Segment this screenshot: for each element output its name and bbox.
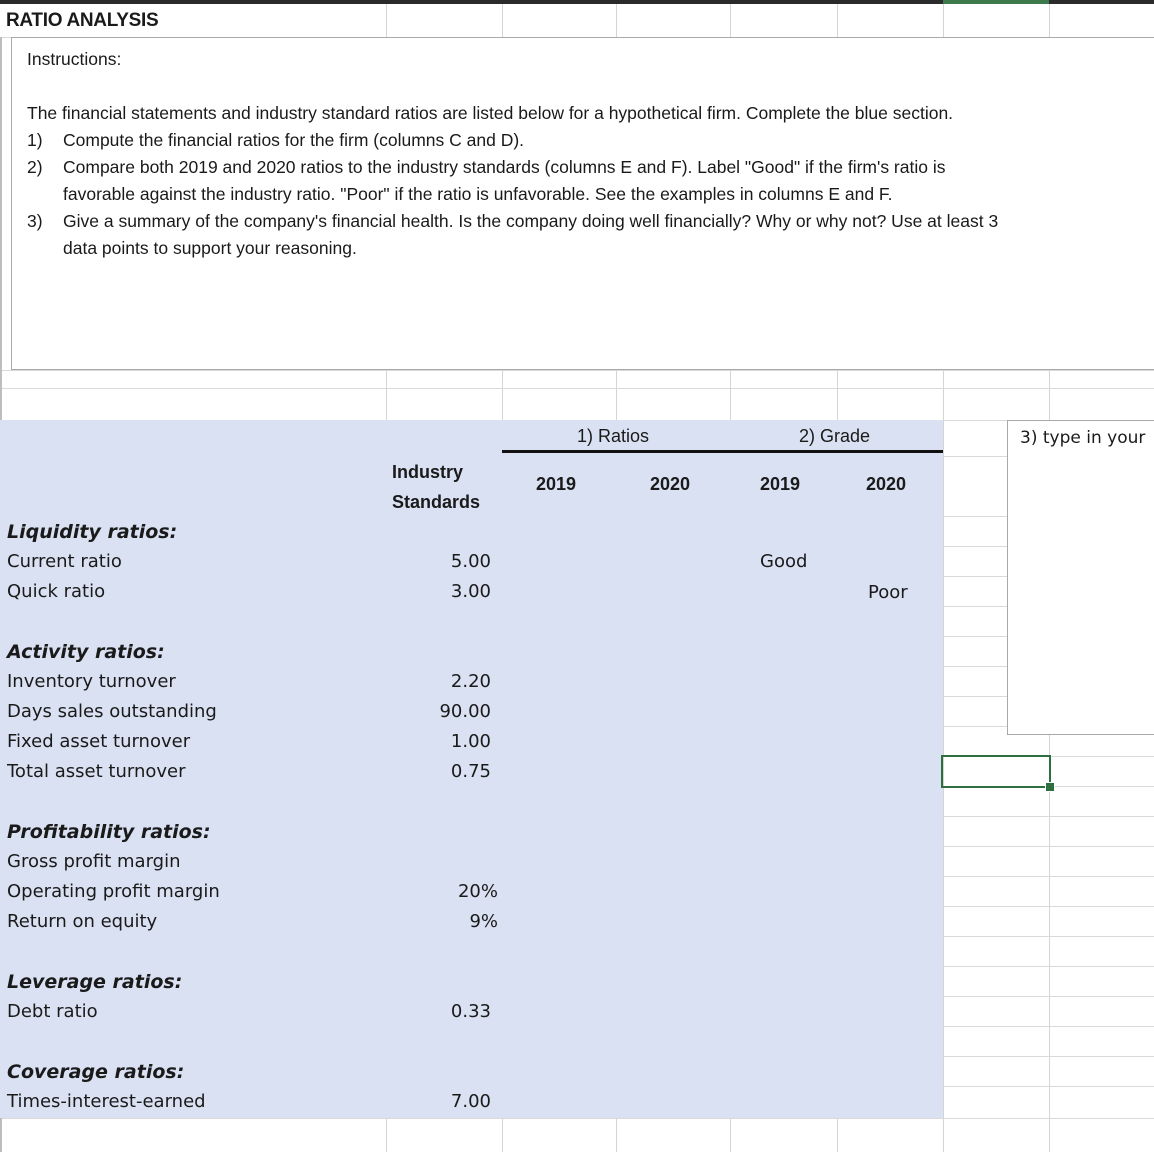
row-label-quick-ratio[interactable]: Quick ratio bbox=[7, 581, 106, 602]
grade-2020-quick-ratio[interactable]: Poor bbox=[868, 582, 908, 603]
step-text: Compare both 2019 and 2020 ratios to the industry standards (columns E and F). Label "Good" if the firm's ratio is bbox=[63, 157, 946, 177]
sheet-title[interactable]: RATIO ANALYSIS bbox=[6, 10, 159, 31]
industry-return-on-equity[interactable]: 9% bbox=[469, 911, 498, 932]
active-column-indicator bbox=[943, 0, 1049, 4]
industry-total-asset-turnover[interactable]: 0.75 bbox=[450, 761, 491, 782]
row-label-total-asset-turnover[interactable]: Total asset turnover bbox=[7, 761, 186, 782]
industry-header-line1: Industry bbox=[392, 462, 464, 482]
row-label-debt-ratio[interactable]: Debt ratio bbox=[7, 1001, 98, 1022]
row-label-return-on-equity[interactable]: Return on equity bbox=[7, 911, 158, 932]
row-label-days-sales-outstanding[interactable]: Days sales outstanding bbox=[7, 701, 217, 722]
ratios-2019-header: 2019 bbox=[536, 474, 577, 494]
header-underline bbox=[502, 450, 943, 453]
industry-operating-profit-margin[interactable]: 20% bbox=[457, 881, 498, 902]
ratios-2020-header: 2020 bbox=[650, 474, 691, 494]
step-text: Compute the financial ratios for the firm (columns C and D). bbox=[63, 130, 525, 150]
grid-row-line bbox=[0, 370, 1154, 371]
industry-current-ratio[interactable]: 5.00 bbox=[450, 551, 491, 572]
instructions-intro: The financial statements and industry standard ratios are listed below for a hypothetical firm. Complete the blue section. bbox=[27, 103, 954, 123]
category-activity[interactable]: Activity ratios: bbox=[7, 641, 165, 663]
industry-debt-ratio[interactable]: 0.33 bbox=[450, 1001, 491, 1022]
step-number: 3) bbox=[27, 211, 43, 231]
fill-handle[interactable] bbox=[1045, 782, 1055, 792]
step-text: favorable against the industry ratio. "Poor" if the ratio is unfavorable. See the examples in columns E and F. bbox=[63, 184, 893, 204]
category-liquidity[interactable]: Liquidity ratios: bbox=[7, 521, 178, 543]
summary-textbox[interactable] bbox=[1007, 420, 1154, 735]
industry-times-interest-earned[interactable]: 7.00 bbox=[450, 1091, 491, 1112]
grade-2020-header: 2020 bbox=[866, 474, 907, 494]
row-label-times-interest-earned[interactable]: Times-interest-earned bbox=[7, 1091, 206, 1112]
row-label-operating-profit-margin[interactable]: Operating profit margin bbox=[7, 881, 220, 902]
selected-cell[interactable] bbox=[941, 755, 1051, 788]
row-label-current-ratio[interactable]: Current ratio bbox=[7, 551, 122, 572]
industry-days-sales-outstanding[interactable]: 90.00 bbox=[439, 701, 491, 722]
grade-2019-header: 2019 bbox=[760, 474, 801, 494]
industry-header-line2: Standards bbox=[392, 492, 481, 512]
ratios-group-header: 1) Ratios bbox=[577, 426, 650, 446]
summary-label: 3) type in your bbox=[1020, 428, 1146, 448]
category-profitability[interactable]: Profitability ratios: bbox=[7, 821, 211, 843]
industry-inventory-turnover[interactable]: 2.20 bbox=[450, 671, 491, 692]
grid-row-line bbox=[0, 388, 1154, 389]
row-label-inventory-turnover[interactable]: Inventory turnover bbox=[7, 671, 176, 692]
industry-fixed-asset-turnover[interactable]: 1.00 bbox=[450, 731, 491, 752]
category-leverage[interactable]: Leverage ratios: bbox=[7, 971, 183, 993]
grade-2019-current-ratio[interactable]: Good bbox=[760, 551, 808, 572]
step-number: 2) bbox=[27, 157, 43, 177]
grid-row-line bbox=[0, 1118, 1154, 1119]
step-text: data points to support your reasoning. bbox=[63, 238, 357, 258]
step-number: 1) bbox=[27, 130, 43, 150]
grade-group-header: 2) Grade bbox=[799, 426, 871, 446]
industry-quick-ratio[interactable]: 3.00 bbox=[450, 581, 491, 602]
row-label-fixed-asset-turnover[interactable]: Fixed asset turnover bbox=[7, 731, 191, 752]
row-label-gross-profit-margin[interactable]: Gross profit margin bbox=[7, 851, 181, 872]
instructions-label: Instructions: bbox=[27, 49, 122, 69]
step-text: Give a summary of the company's financial health. Is the company doing well financially? Why or why not? Use at least 3 bbox=[63, 211, 999, 231]
category-coverage[interactable]: Coverage ratios: bbox=[7, 1061, 185, 1083]
